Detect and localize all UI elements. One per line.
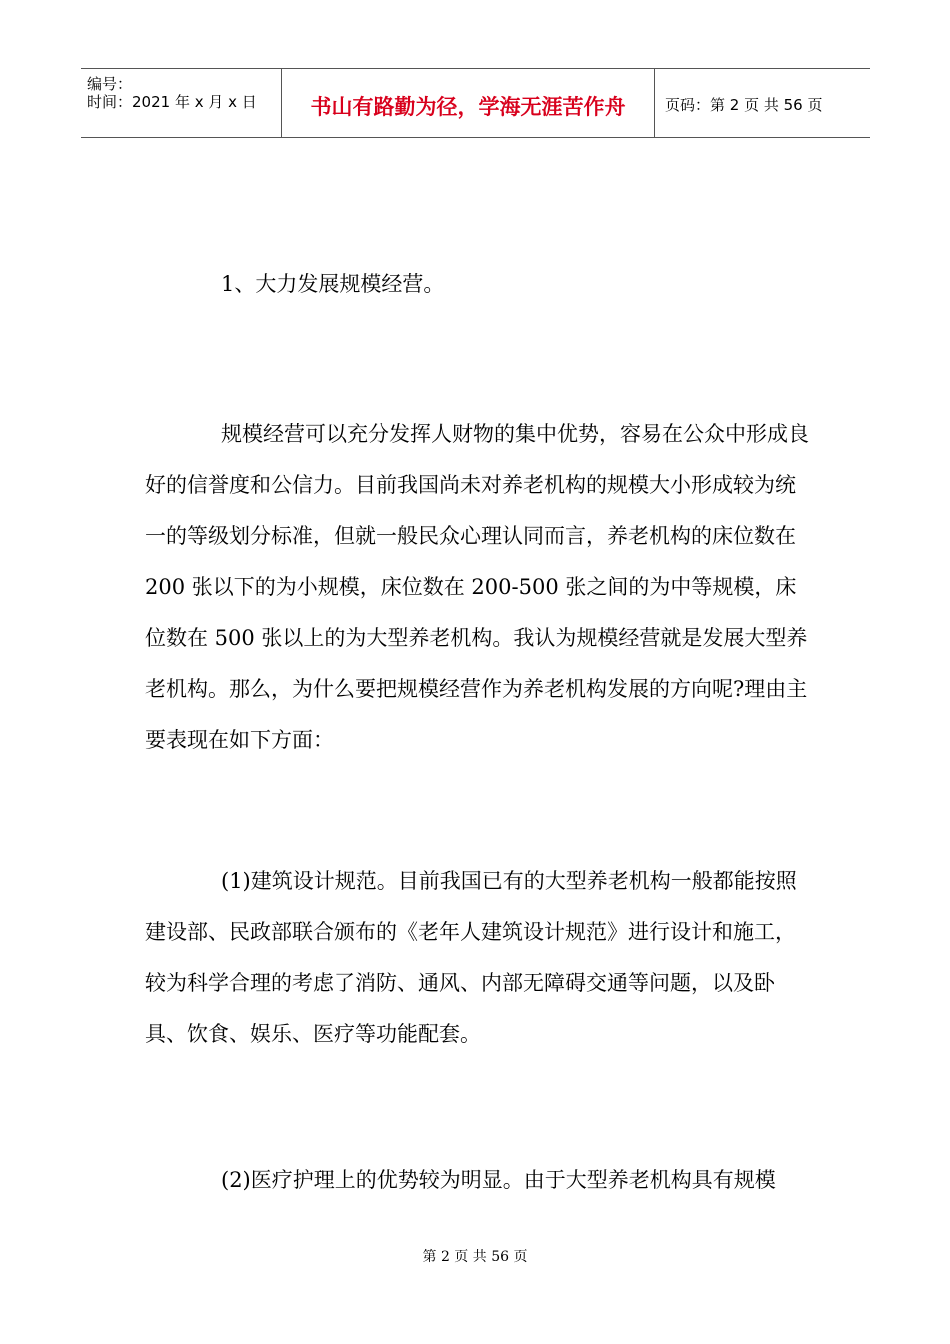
page-footer: 第 2 页 共 56 页 bbox=[422, 1249, 528, 1265]
header-info-cell bbox=[81, 69, 282, 137]
section-heading: 1、大力发展规模经营。 bbox=[221, 272, 445, 296]
header-page-cell bbox=[655, 69, 870, 137]
body-paragraph-3: (2)医疗护理上的优势较为明显。由于大型养老机构具有规模 bbox=[221, 1168, 776, 1192]
header-page-info: 页码：第 2 页 共 56 页 bbox=[665, 96, 823, 114]
document-code-label: 编号： bbox=[87, 75, 133, 93]
header-motto: 书山有路勤为径，学海无涯苦作舟 bbox=[310, 95, 626, 119]
page-header bbox=[81, 68, 870, 138]
document-date-label: 时间：2021 年 x 月 x 日 bbox=[87, 93, 257, 111]
header-motto-cell bbox=[282, 69, 655, 137]
body-paragraph-1: 规模经营可以充分发挥人财物的集中优势，容易在公众中形成良好的信誉度和公信力。目前我国尚未对养老机构的规模大小形成较为统一的等级划分标准，但就一般民众心理认同而言，养老机构的床位数在 200 张以下的为小规模，床位数在 200-500 张之间的为中等规模，床位数在 500 张以上的为大型养老机构。我认为规模经营就是发展大型养老机构。那么，为什么要把规模经营作为养老机构发展的方向呢?理由主要表现在如下方面： bbox=[145, 422, 809, 752]
body-paragraph-2: (1)建筑设计规范。目前我国已有的大型养老机构一般都能按照建设部、民政部联合颁布的《老年人建筑设计规范》进行设计和施工，较为科学合理的考虑了消防、通风、内部无障碍交通等问题，以及卧具、饮食、娱乐、医疗等功能配套。 bbox=[145, 869, 797, 1046]
